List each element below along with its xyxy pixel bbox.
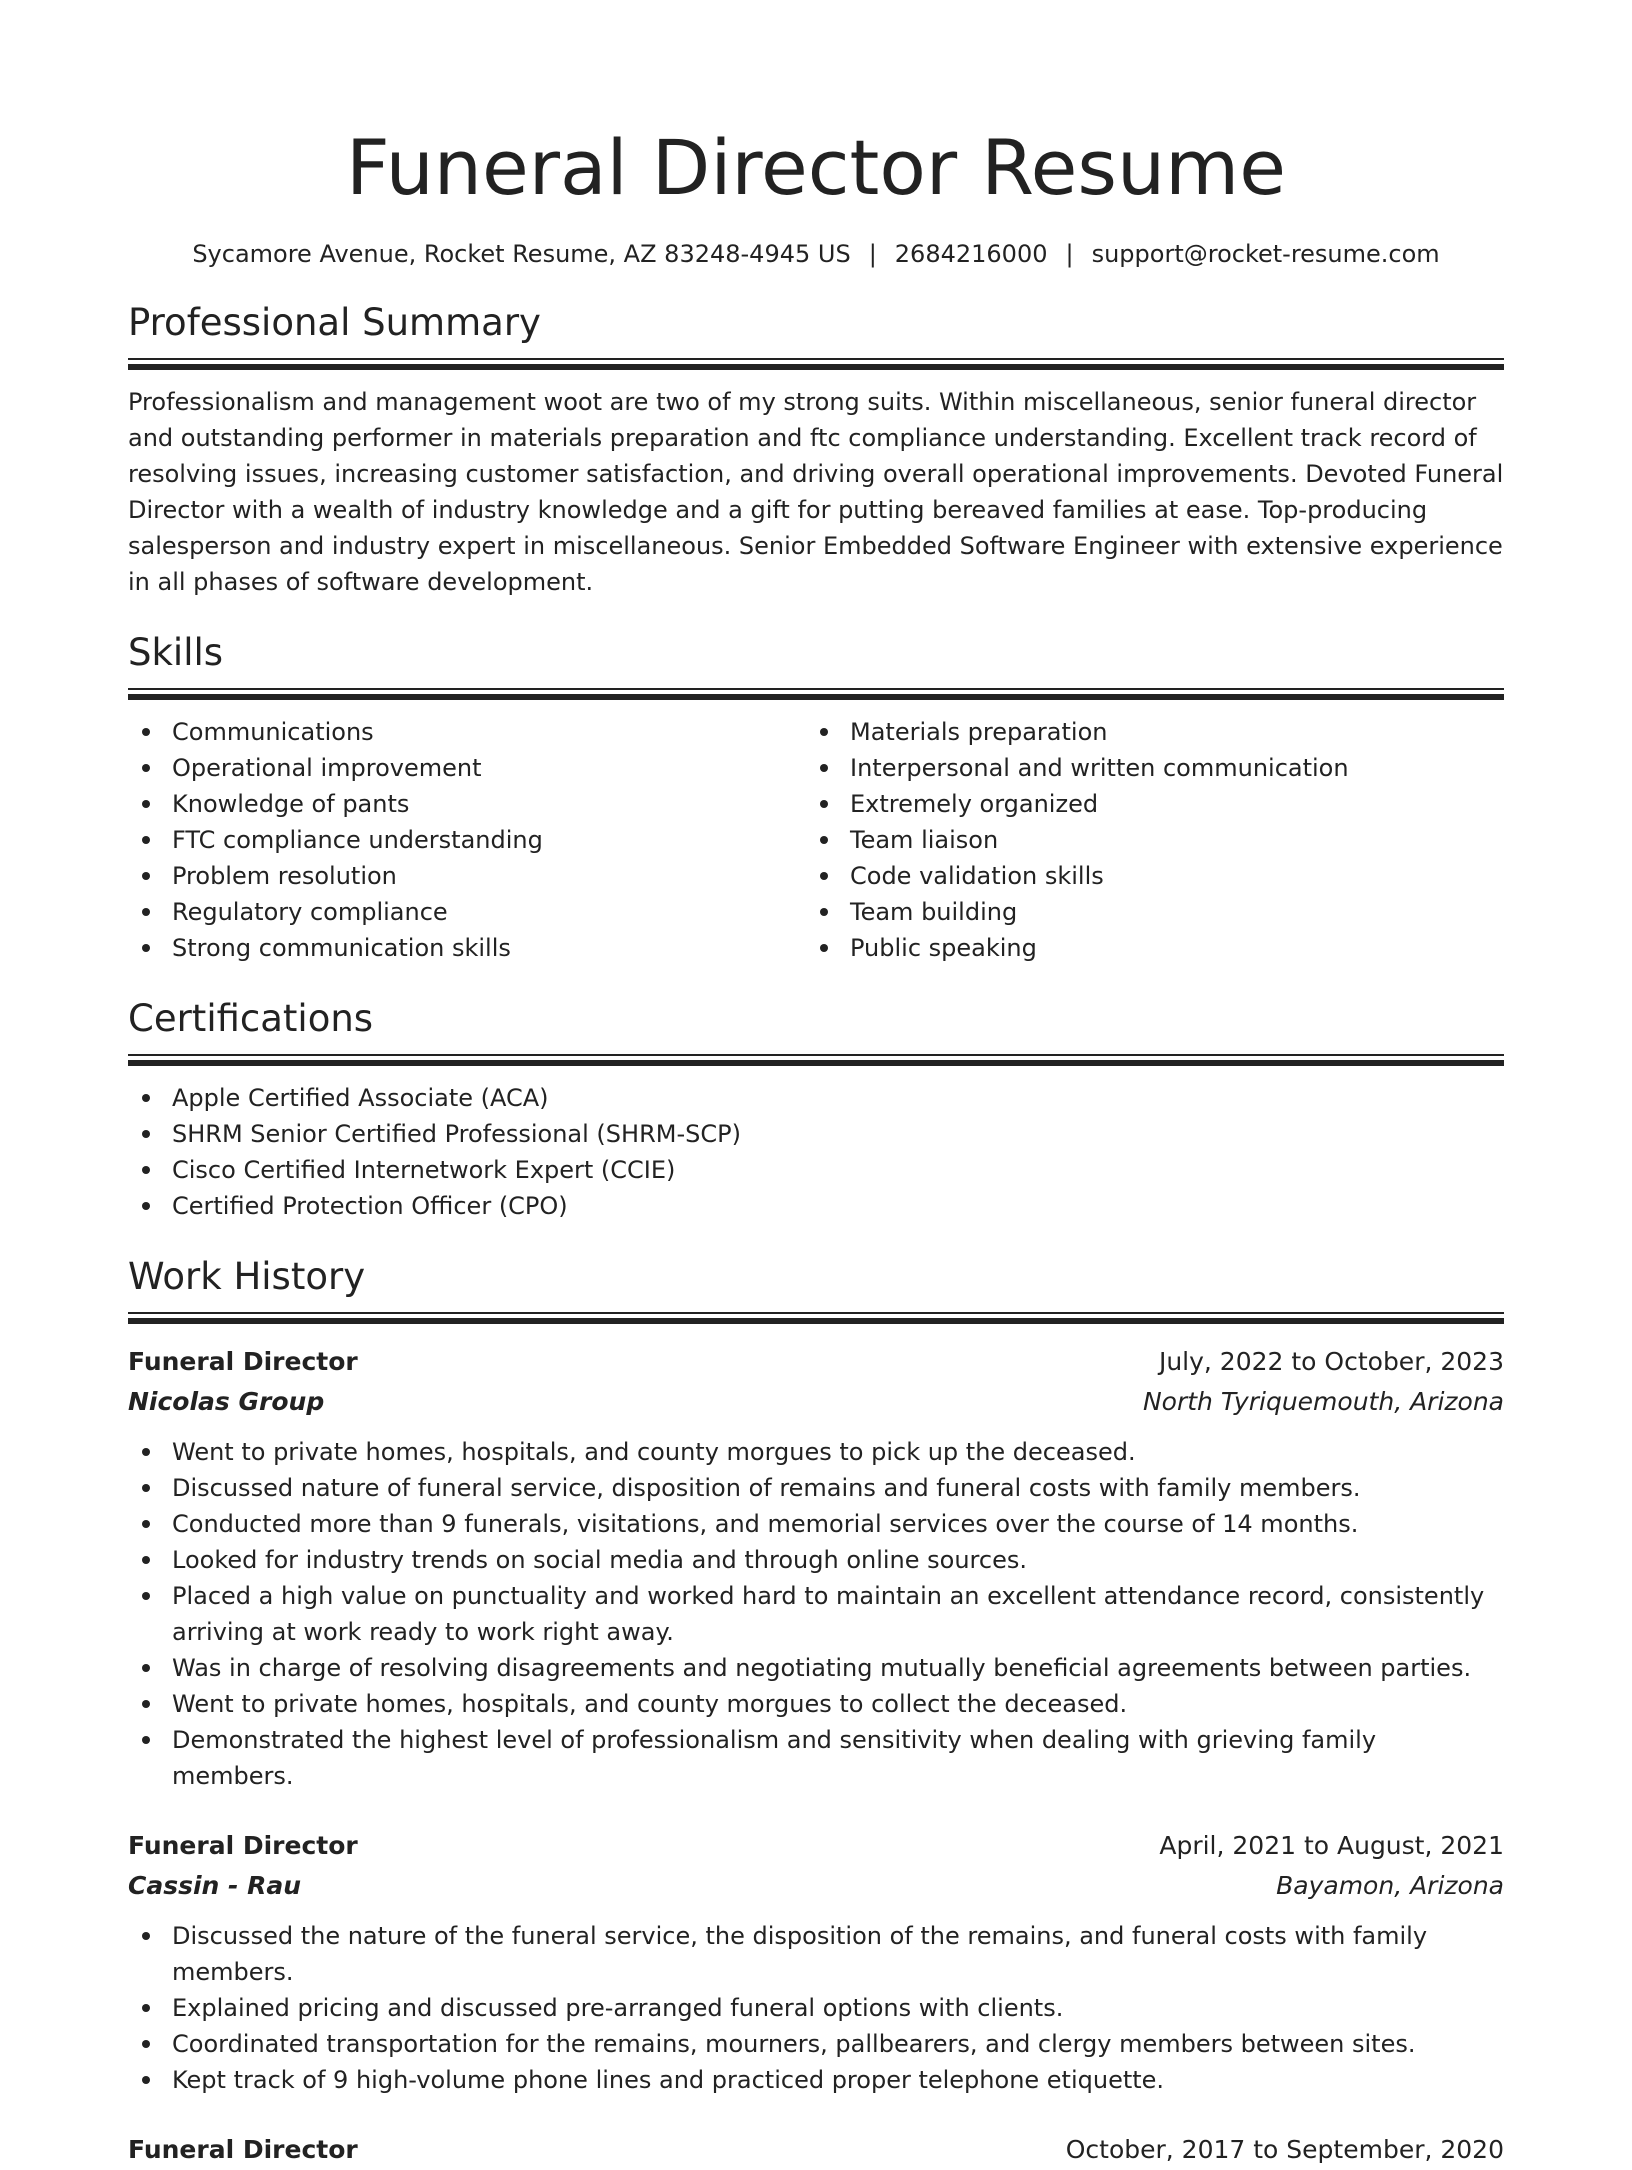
certification-item: SHRM Senior Certified Professional (SHRM-SCP) xyxy=(128,1116,1504,1152)
work-history-heading: Work History xyxy=(128,1255,366,1298)
job-duty: Looked for industry trends on social media and through online sources. xyxy=(128,1542,1504,1578)
contact-separator: | xyxy=(868,240,877,268)
skill-item: Regulatory compliance xyxy=(128,894,806,930)
section-divider xyxy=(128,1312,1504,1324)
job-dates: October, 2017 to September, 2020 xyxy=(1065,2135,1504,2164)
contact-address: Sycamore Avenue, Rocket Resume, AZ 83248-4945 US xyxy=(192,240,851,268)
job-location: Bayamon, Arizona xyxy=(1276,1871,1504,1900)
skills-list-left xyxy=(128,714,806,966)
certification-item: Certified Protection Officer (CPO) xyxy=(128,1188,1504,1224)
job-company: Nicolas Group xyxy=(128,1387,325,1416)
resume-content xyxy=(128,120,1504,2170)
certification-item: Apple Certified Associate (ACA) xyxy=(128,1080,1504,1116)
job-duties xyxy=(128,1918,1504,2098)
summary-section xyxy=(128,300,1504,600)
skill-item: FTC compliance understanding xyxy=(128,822,806,858)
job-duty: Discussed nature of funeral service, disposition of remains and funeral costs with family members. xyxy=(128,1470,1504,1506)
skill-item: Operational improvement xyxy=(128,750,806,786)
skill-item: Team liaison xyxy=(806,822,1484,858)
skill-item: Interpersonal and written communication xyxy=(806,750,1484,786)
job-duty: Explained pricing and discussed pre-arranged funeral options with clients. xyxy=(128,1990,1504,2026)
job-location: North Tyriquemouth, Arizona xyxy=(1142,1387,1504,1416)
skills-list-right xyxy=(806,714,1484,966)
skills-section xyxy=(128,630,1504,966)
skill-item: Materials preparation xyxy=(806,714,1484,750)
job-duty: Conducted more than 9 funerals, visitations, and memorial services over the course of 14 months. xyxy=(128,1506,1504,1542)
job-duties xyxy=(128,1434,1504,1794)
job-duty: Demonstrated the highest level of professionalism and sensitivity when dealing with grieving family members. xyxy=(128,1722,1504,1794)
job-duty: Coordinated transportation for the remains, mourners, pallbearers, and clergy members between sites. xyxy=(128,2026,1504,2062)
skill-item: Public speaking xyxy=(806,930,1484,966)
contact-separator: | xyxy=(1065,240,1074,268)
skills-heading: Skills xyxy=(128,631,224,674)
section-divider xyxy=(128,688,1504,700)
skill-item: Problem resolution xyxy=(128,858,806,894)
skill-item: Knowledge of pants xyxy=(128,786,806,822)
contact-line xyxy=(128,238,1504,270)
contact-email: support@rocket-resume.com xyxy=(1091,240,1440,268)
job-title: Funeral Director xyxy=(128,2135,358,2164)
job-duty: Placed a high value on punctuality and worked hard to maintain an excellent attendance record, consistently arriving at work ready to work right away. xyxy=(128,1578,1504,1650)
contact-phone: 2684216000 xyxy=(894,240,1048,268)
job-duty: Went to private homes, hospitals, and county morgues to collect the deceased. xyxy=(128,1686,1504,1722)
job-duty: Went to private homes, hospitals, and county morgues to pick up the deceased. xyxy=(128,1434,1504,1470)
resume-title: Funeral Director Resume xyxy=(346,123,1286,212)
job-title: Funeral Director xyxy=(128,1831,358,1860)
section-divider xyxy=(128,358,1504,370)
job-dates: April, 2021 to August, 2021 xyxy=(1159,1831,1504,1860)
work-history-section xyxy=(128,1254,1504,2170)
job-entry xyxy=(128,1826,1504,2098)
skill-item: Strong communication skills xyxy=(128,930,806,966)
certification-item: Cisco Certified Internetwork Expert (CCIE) xyxy=(128,1152,1504,1188)
skills-grid xyxy=(128,714,1504,966)
certifications-section xyxy=(128,996,1504,1224)
job-entry xyxy=(128,2130,1504,2170)
job-company-row xyxy=(128,1382,1504,1422)
job-duty: Discussed the nature of the funeral service, the disposition of the remains, and funeral costs with family members. xyxy=(128,1918,1504,1990)
section-divider xyxy=(128,1054,1504,1066)
certifications-list xyxy=(128,1080,1504,1224)
job-dates: July, 2022 to October, 2023 xyxy=(1158,1347,1504,1376)
skill-item: Code validation skills xyxy=(806,858,1484,894)
job-header-row xyxy=(128,2130,1504,2170)
job-duty: Kept track of 9 high-volume phone lines and practiced proper telephone etiquette. xyxy=(128,2062,1504,2098)
job-company: Cassin - Rau xyxy=(128,1871,302,1900)
job-company-row xyxy=(128,1866,1504,1906)
job-header-row xyxy=(128,1342,1504,1382)
job-title: Funeral Director xyxy=(128,1347,358,1376)
job-duty: Was in charge of resolving disagreements and negotiating mutually beneficial agreements between parties. xyxy=(128,1650,1504,1686)
skill-item: Communications xyxy=(128,714,806,750)
summary-text: Professionalism and management woot are two of my strong suits. Within miscellaneous, senior funeral director and outstanding performer in materials preparation and ftc compliance understanding. Excellent track record of resolving issues, increasing customer satisfaction, and driving overall operational improvements. Devoted Funeral Director with a wealth of industry knowledge and a gift for putting bereaved families at ease. Top-producing salesperson and industry expert in miscellaneous. Senior Embedded Software Engineer with extensive experience in all phases of software development. xyxy=(128,388,1504,596)
certifications-heading: Certifications xyxy=(128,997,374,1040)
job-entry xyxy=(128,1342,1504,1794)
job-header-row xyxy=(128,1826,1504,1866)
summary-heading: Professional Summary xyxy=(128,301,541,344)
skill-item: Extremely organized xyxy=(806,786,1484,822)
skill-item: Team building xyxy=(806,894,1484,930)
